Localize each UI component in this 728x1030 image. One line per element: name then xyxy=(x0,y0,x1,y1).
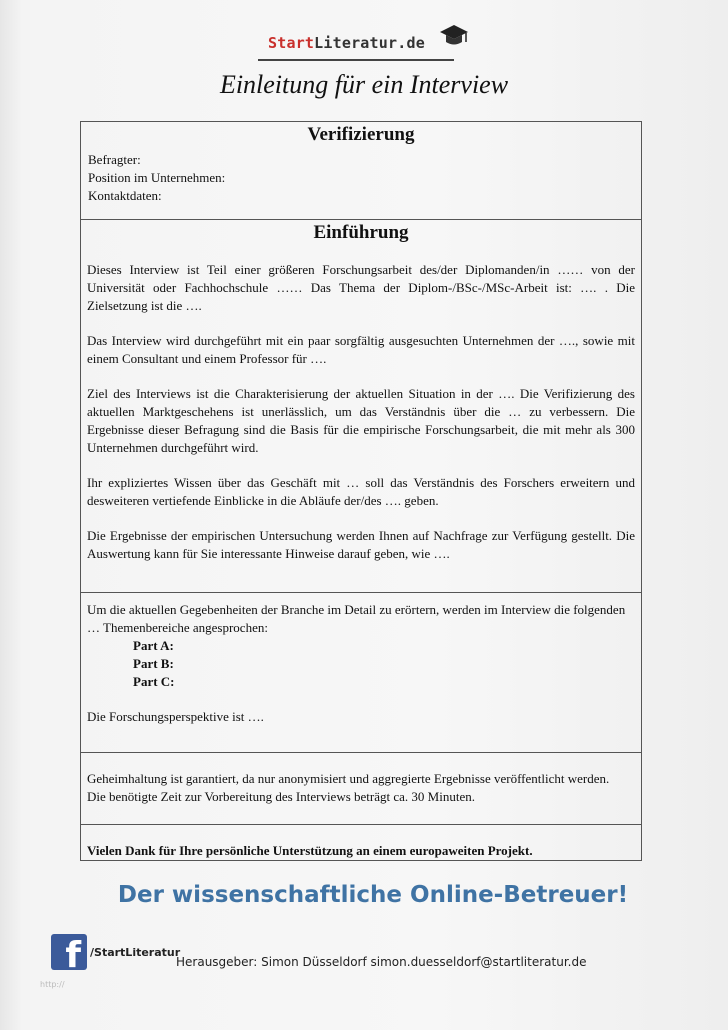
facebook-letter: f xyxy=(65,935,81,970)
logo-text xyxy=(268,34,425,52)
geheimhaltung-section xyxy=(80,752,642,825)
part-b-label: Part B: xyxy=(133,656,174,671)
part-c-label: Part C: xyxy=(133,674,175,689)
graduation-cap-icon xyxy=(438,22,470,50)
dank-text: Vielen Dank für Ihre persönliche Unterstützung an einem europaweiten Projekt. xyxy=(87,843,533,858)
facebook-icon[interactable] xyxy=(51,934,87,970)
logo-text-start: Start xyxy=(268,34,315,52)
part-a-label: Part A: xyxy=(133,638,174,653)
einfuehrung-paragraph-4: Ihr expliziertes Wissen über das Geschäft mit … soll das Verständnis des Forschers erweitern und desweiteren vertiefende Einblicke in die Abläufe der/des …. geben. xyxy=(87,475,635,508)
logo-text-literatur: Literatur.de xyxy=(314,34,425,52)
kontaktdaten-field: Kontaktdaten: xyxy=(88,188,162,203)
einfuehrung-paragraph-5: Die Ergebnisse der empirischen Untersuchung werden Ihnen auf Nachfrage zur Verfügung gestellt. Die Auswertung kann für Sie interessante Hinweise darauf geben, wie …. xyxy=(87,528,635,561)
befragter-field: Befragter: xyxy=(88,152,141,167)
slogan-banner: Der wissenschaftliche Online-Betreuer! xyxy=(117,882,629,908)
geheimhaltung-line-1: Geheimhaltung ist garantiert, da nur anonymisiert und aggregierte Ergebnisse veröffentlicht werden. xyxy=(87,771,610,786)
startliteratur-logo xyxy=(254,22,474,58)
dank-section xyxy=(80,824,642,861)
einfuehrung-section xyxy=(80,219,642,593)
verifizierung-section xyxy=(80,121,642,220)
einfuehrung-paragraph-3: Ziel des Interviews ist die Charakterisierung der aktuellen Situation in der …. Die Verifizierung des aktuellen Marktgeschehens ist unerlässlich, um das Verständnis über die … zu verbessern. Die Ergebnisse dieser Befragung sind die Basis für die empirische Forschungsarbeit, die mit mehr als 300 Unternehmen durchgeführt wird. xyxy=(87,386,635,455)
watermark-text: http:// xyxy=(40,980,65,989)
themen-section xyxy=(80,592,642,753)
einfuehrung-heading: Einführung xyxy=(313,222,409,243)
logo-underline xyxy=(258,59,454,61)
einfuehrung-paragraph-1: Dieses Interview ist Teil einer größeren Forschungsarbeit des/der Diplomanden/in …… von der Universität oder Fachhochschule …… Das Thema der Diplom-/BSc-/MSc-Arbeit ist: …. . Die Zielsetzung ist die …. xyxy=(87,262,635,313)
verifizierung-heading: Verifizierung xyxy=(307,124,415,145)
facebook-handle[interactable]: /StartLiteratur xyxy=(90,946,181,959)
page-title: Einleitung für ein Interview xyxy=(219,70,509,99)
geheimhaltung-line-2: Die benötigte Zeit zur Vorbereitung des Interviews beträgt ca. 30 Minuten. xyxy=(87,789,475,804)
themen-intro: Um die aktuellen Gegebenheiten der Branche im Detail zu erörtern, werden im Interview die folgenden … Themenbereiche angesprochen: xyxy=(87,602,626,635)
publisher-info: Herausgeber: Simon Düsseldorf simon.duesseldorf@startliteratur.de xyxy=(176,955,587,969)
einfuehrung-paragraph-2: Das Interview wird durchgeführt mit ein paar sorgfältig ausgesuchten Unternehmen der …., sowie mit einem Consultant und einem Professor für …. xyxy=(87,333,635,366)
forschungsperspektive: Die Forschungsperspektive ist …. xyxy=(87,709,264,724)
position-field: Position im Unternehmen: xyxy=(88,170,226,185)
